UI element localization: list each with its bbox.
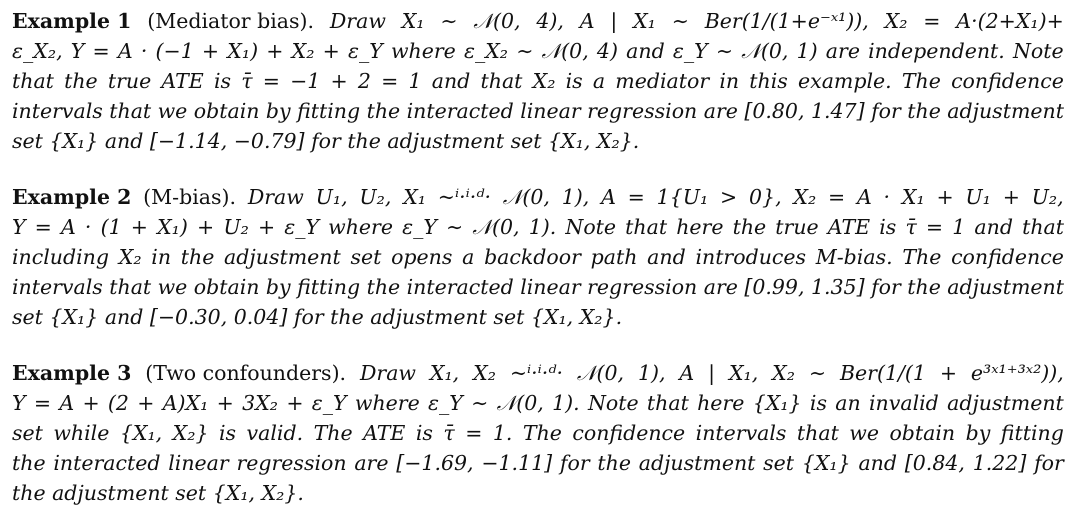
word: A bbox=[679, 361, 695, 385]
word: are bbox=[354, 451, 389, 475]
word: linear bbox=[520, 275, 581, 299]
word: intervals bbox=[12, 275, 103, 299]
word: that bbox=[480, 69, 523, 93]
word: 1.35] bbox=[810, 275, 865, 299]
word: X₂ bbox=[532, 69, 556, 93]
word: by bbox=[965, 421, 991, 445]
word: that bbox=[646, 391, 689, 415]
word: interacted bbox=[406, 275, 514, 299]
word: for bbox=[871, 99, 901, 123]
word: (2 bbox=[107, 391, 129, 415]
word: the bbox=[732, 215, 767, 239]
word: A·(2+X₁)+ bbox=[956, 9, 1064, 33]
word: in bbox=[151, 245, 172, 269]
word: = bbox=[33, 391, 52, 415]
word: ε_Y bbox=[311, 391, 347, 415]
word: + bbox=[130, 215, 148, 239]
word: is bbox=[219, 421, 237, 445]
word: (1 bbox=[100, 215, 122, 239]
example-text-line bbox=[12, 212, 1064, 242]
word: + bbox=[330, 69, 348, 93]
word: 1), bbox=[637, 361, 666, 385]
word: independent. bbox=[868, 39, 1005, 63]
word: adjustment bbox=[947, 391, 1064, 415]
word: and bbox=[647, 245, 686, 269]
word: 1) bbox=[796, 39, 818, 63]
example-title: (M-bias). bbox=[143, 185, 237, 209]
word: Ber(1/(1 bbox=[839, 361, 926, 385]
example-2 bbox=[12, 182, 1064, 332]
example-text-line bbox=[12, 388, 1064, 418]
word: ATE bbox=[161, 69, 204, 93]
word: [0.80, bbox=[744, 99, 805, 123]
word: X₂ bbox=[884, 9, 908, 33]
word: this bbox=[749, 69, 788, 93]
word: an bbox=[835, 391, 861, 415]
word: | bbox=[610, 9, 618, 33]
example-3 bbox=[12, 358, 1064, 508]
example-title: (Mediator bias). bbox=[147, 9, 315, 33]
example-text-line: set {X₁} and [−1.14, −0.79] for the adjustment set {X₁, X₂}. bbox=[12, 129, 640, 153]
word: that bbox=[796, 421, 839, 445]
word: that bbox=[625, 215, 668, 239]
word: U₁ bbox=[965, 185, 991, 209]
word: A bbox=[856, 185, 872, 209]
word: = bbox=[92, 39, 110, 63]
word: 1. bbox=[492, 421, 513, 445]
word: + bbox=[322, 39, 340, 63]
word: 1). bbox=[552, 391, 580, 415]
word: Note bbox=[1012, 39, 1064, 63]
word: The bbox=[313, 421, 353, 445]
word: the bbox=[907, 99, 941, 123]
word: ε_Y bbox=[347, 39, 383, 63]
word: by bbox=[265, 99, 291, 123]
word: is bbox=[565, 69, 583, 93]
example-label: Example 1 bbox=[12, 9, 132, 33]
word: fitting bbox=[297, 275, 361, 299]
word: 𝒩(0, bbox=[541, 39, 589, 63]
example-line bbox=[12, 6, 1064, 36]
word: ε_X₂, bbox=[12, 39, 63, 63]
word: obtain bbox=[889, 421, 956, 445]
word: are bbox=[703, 99, 738, 123]
word: ε_X₂ bbox=[463, 39, 509, 63]
word: ATE bbox=[363, 421, 406, 445]
word: that bbox=[109, 275, 152, 299]
word: we bbox=[157, 275, 188, 299]
word: 0}, bbox=[748, 185, 782, 209]
word: and bbox=[858, 451, 898, 475]
example-text-line bbox=[12, 448, 1064, 478]
word: {X₁, bbox=[119, 421, 163, 445]
word: ~ⁱ·ⁱ·ᵈ· bbox=[509, 361, 563, 385]
example-text-line bbox=[12, 96, 1064, 126]
word: [0.99, bbox=[744, 275, 805, 299]
word: A)X₁ bbox=[162, 391, 209, 415]
word: + bbox=[1002, 185, 1020, 209]
word: fitting bbox=[297, 99, 361, 123]
word: in bbox=[719, 69, 740, 93]
word: while bbox=[53, 421, 110, 445]
word: + bbox=[201, 39, 220, 63]
word: = bbox=[627, 185, 645, 209]
word: X₂ bbox=[291, 39, 315, 63]
word: A bbox=[60, 215, 76, 239]
word: A bbox=[579, 9, 595, 33]
word: X₂ bbox=[118, 245, 142, 269]
example-1 bbox=[12, 6, 1064, 156]
word: X₁) bbox=[227, 39, 259, 63]
word: X₂ bbox=[772, 361, 795, 385]
example-text-line bbox=[12, 66, 1064, 96]
word: + bbox=[82, 391, 100, 415]
word: ε_Y bbox=[428, 391, 463, 415]
example-title: (Two confounders). bbox=[145, 361, 347, 385]
word: Y bbox=[70, 39, 85, 63]
word: = bbox=[827, 185, 846, 209]
word: Note bbox=[565, 215, 617, 239]
word: X₂ bbox=[793, 185, 817, 209]
word: and bbox=[974, 215, 1013, 239]
word: τ̄ bbox=[443, 421, 455, 445]
example-text-line bbox=[12, 418, 1064, 448]
word: X₂ bbox=[473, 361, 496, 385]
word: adjustment bbox=[224, 245, 341, 269]
word: [−1.69, bbox=[396, 451, 474, 475]
word: linear bbox=[520, 99, 581, 123]
word: we bbox=[849, 421, 879, 445]
word: + bbox=[257, 215, 276, 239]
word: ∼ bbox=[516, 39, 534, 63]
word: X₁ bbox=[633, 9, 656, 33]
word: Draw bbox=[359, 361, 416, 385]
word: mediator bbox=[615, 69, 710, 93]
word: X₁ bbox=[403, 185, 427, 209]
word: 1.47] bbox=[810, 99, 865, 123]
word: here bbox=[697, 391, 745, 415]
word: τ̄ bbox=[905, 215, 917, 239]
word: · bbox=[84, 215, 92, 239]
word: ε_Y bbox=[284, 215, 320, 239]
word: the bbox=[180, 245, 215, 269]
word: + bbox=[936, 185, 954, 209]
word: 3X₂ bbox=[242, 391, 279, 415]
word: that bbox=[12, 69, 54, 93]
word: · bbox=[140, 39, 148, 63]
word: we bbox=[157, 99, 188, 123]
word: the bbox=[366, 99, 401, 123]
word: The bbox=[901, 69, 941, 93]
word: are bbox=[825, 39, 860, 63]
word: 𝒩(0, bbox=[576, 361, 625, 385]
word: 1{U₁ bbox=[656, 185, 709, 209]
word: fitting bbox=[1000, 421, 1064, 445]
word: for bbox=[559, 451, 590, 475]
word: intervals bbox=[695, 421, 787, 445]
word: {X₁} bbox=[752, 391, 802, 415]
word: invalid bbox=[869, 391, 939, 415]
word: ε_Y bbox=[672, 39, 708, 63]
word: obtain bbox=[193, 275, 260, 299]
word: that bbox=[109, 99, 152, 123]
word: ATE bbox=[827, 215, 871, 239]
word: backdoor bbox=[484, 245, 581, 269]
word: X₂} bbox=[172, 421, 209, 445]
word: = bbox=[262, 69, 280, 93]
word: introduces bbox=[695, 245, 807, 269]
word: U₂ bbox=[223, 215, 249, 239]
word: set bbox=[12, 421, 43, 445]
word: = bbox=[925, 215, 944, 239]
example-text-line: set {X₁} and [−0.30, 0.04] for the adjustment set {X₁, X₂}. bbox=[12, 305, 623, 329]
word: Draw bbox=[247, 185, 304, 209]
word: set bbox=[350, 245, 382, 269]
word: X₁ bbox=[401, 9, 425, 33]
word: the bbox=[64, 69, 98, 93]
word: A bbox=[601, 185, 616, 209]
word: adjustment bbox=[947, 275, 1064, 299]
word: by bbox=[265, 275, 291, 299]
word: 𝒩(0, bbox=[473, 9, 521, 33]
word: that bbox=[1022, 215, 1064, 239]
word: Draw bbox=[329, 9, 386, 33]
word: The bbox=[522, 421, 562, 445]
word: interacted bbox=[406, 99, 514, 123]
word: 𝒩(0, bbox=[496, 391, 544, 415]
word: ~ⁱ·ⁱ·ᵈ· bbox=[437, 185, 491, 209]
word: Note bbox=[587, 391, 639, 415]
word: U₂, bbox=[1031, 185, 1064, 209]
word: 1). bbox=[528, 215, 557, 239]
word: a bbox=[462, 245, 475, 269]
word: regression bbox=[236, 451, 347, 475]
word: −1 bbox=[290, 69, 321, 93]
word: = bbox=[465, 421, 483, 445]
word: · bbox=[883, 185, 891, 209]
word: 𝒩(0, bbox=[472, 215, 520, 239]
word: intervals bbox=[12, 99, 103, 123]
word: ∼ bbox=[440, 9, 458, 33]
word: ε_Y bbox=[402, 215, 437, 239]
word: adjustment bbox=[638, 451, 756, 475]
word: U₂, bbox=[359, 185, 392, 209]
word: X₁ bbox=[901, 185, 925, 209]
word: [0.84, bbox=[904, 451, 965, 475]
word: for bbox=[1034, 451, 1064, 475]
word: τ̄ bbox=[241, 69, 253, 93]
word: where bbox=[390, 39, 456, 63]
word: the bbox=[597, 451, 631, 475]
word: regression bbox=[587, 99, 698, 123]
word: X₁, bbox=[728, 361, 759, 385]
word: confidence bbox=[951, 245, 1064, 269]
word: ∼ bbox=[446, 215, 464, 239]
word: U₁, bbox=[315, 185, 348, 209]
example-label: Example 3 bbox=[12, 361, 132, 385]
word: regression bbox=[587, 275, 698, 299]
word: the bbox=[907, 275, 941, 299]
word: + bbox=[939, 361, 958, 385]
word: opens bbox=[391, 245, 453, 269]
word: path bbox=[590, 245, 638, 269]
word: the bbox=[12, 451, 46, 475]
word: where bbox=[354, 391, 420, 415]
word: confidence bbox=[951, 69, 1064, 93]
word: 4) bbox=[596, 39, 618, 63]
word: = bbox=[34, 215, 52, 239]
word: 1 bbox=[952, 215, 966, 239]
word: true bbox=[775, 215, 819, 239]
example-line bbox=[12, 358, 1064, 388]
word: The bbox=[902, 245, 942, 269]
word: a bbox=[592, 69, 606, 93]
word: including bbox=[12, 245, 110, 269]
word: interacted bbox=[53, 451, 161, 475]
word: X₁) bbox=[157, 215, 188, 239]
word: ∼ bbox=[471, 391, 489, 415]
word: for bbox=[871, 275, 901, 299]
word: 1 bbox=[408, 69, 422, 93]
word: + bbox=[197, 215, 215, 239]
word: = bbox=[381, 69, 399, 93]
word: ∼ bbox=[671, 9, 689, 33]
word: is bbox=[809, 391, 827, 415]
word: where bbox=[328, 215, 393, 239]
word: + bbox=[216, 391, 234, 415]
word: is bbox=[213, 69, 232, 93]
word: is bbox=[415, 421, 433, 445]
word: and bbox=[431, 69, 471, 93]
word: ∼ bbox=[808, 361, 827, 385]
word: −1.11] bbox=[481, 451, 553, 475]
word: here bbox=[676, 215, 724, 239]
word: A bbox=[59, 391, 75, 415]
word: M-bias. bbox=[815, 245, 893, 269]
word: Ber(1/(1+e⁻ˣ¹)), bbox=[704, 9, 869, 33]
word: adjustment bbox=[947, 99, 1064, 123]
word: example. bbox=[798, 69, 892, 93]
word: X₁, bbox=[429, 361, 460, 385]
word: ∼ bbox=[715, 39, 734, 63]
word: 4), bbox=[536, 9, 564, 33]
example-text-line bbox=[12, 242, 1064, 272]
word: = bbox=[923, 9, 941, 33]
word: {X₁} bbox=[801, 451, 851, 475]
word: valid. bbox=[246, 421, 304, 445]
word: are bbox=[703, 275, 738, 299]
word: + bbox=[286, 391, 304, 415]
word: 2 bbox=[357, 69, 371, 93]
example-text-line bbox=[12, 272, 1064, 302]
word: confidence bbox=[572, 421, 686, 445]
word: + bbox=[137, 391, 155, 415]
word: Y bbox=[12, 391, 26, 415]
word: 1.22] bbox=[972, 451, 1027, 475]
word: the bbox=[366, 275, 401, 299]
word: 𝒩(0, bbox=[502, 185, 550, 209]
word: A bbox=[117, 39, 133, 63]
example-text-line: the adjustment set {X₁, X₂}. bbox=[12, 481, 304, 505]
example-text-line bbox=[12, 36, 1064, 66]
word: > bbox=[720, 185, 738, 209]
word: is bbox=[879, 215, 897, 239]
word: 1), bbox=[561, 185, 590, 209]
word: Y bbox=[12, 215, 26, 239]
word: and bbox=[626, 39, 665, 63]
word: (−1 bbox=[155, 39, 194, 63]
word: + bbox=[266, 39, 284, 63]
example-label: Example 2 bbox=[12, 185, 132, 209]
word: linear bbox=[168, 451, 229, 475]
word: true bbox=[107, 69, 152, 93]
word: e³ˣ¹⁺³ˣ²)), bbox=[970, 361, 1064, 385]
word: obtain bbox=[193, 99, 260, 123]
word: set bbox=[763, 451, 795, 475]
word: | bbox=[708, 361, 716, 385]
word: 𝒩(0, bbox=[741, 39, 789, 63]
example-line bbox=[12, 182, 1064, 212]
